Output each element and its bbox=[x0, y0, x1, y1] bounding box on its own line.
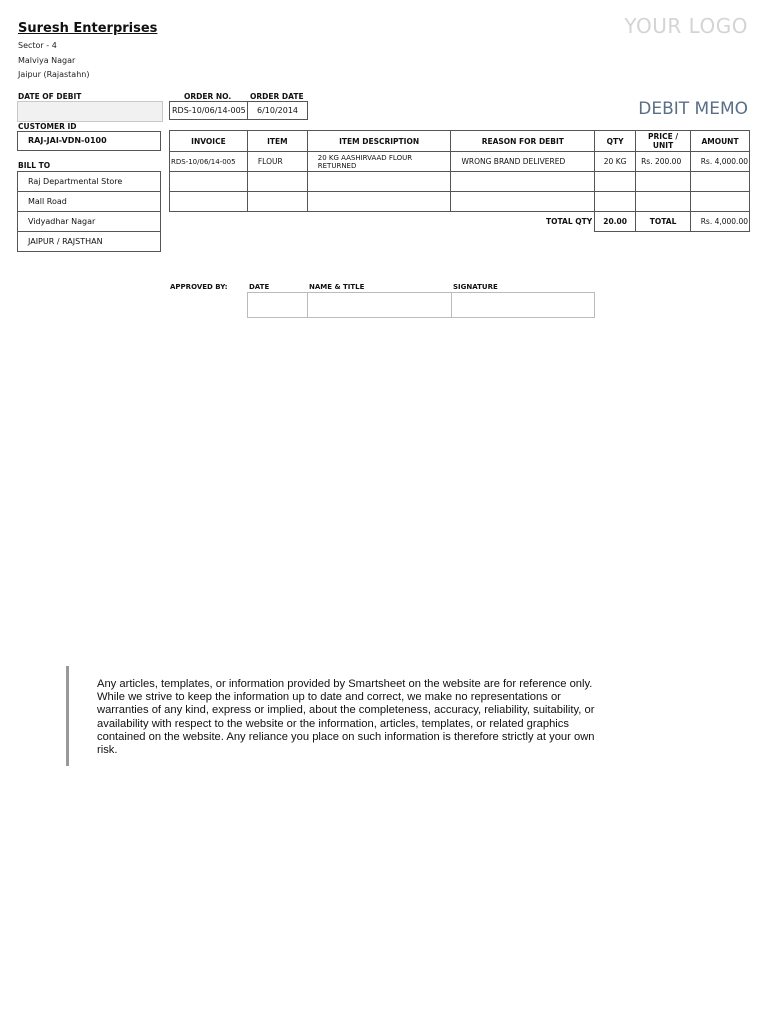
company-name: Suresh Enterprises bbox=[18, 21, 158, 36]
column-header: QTY bbox=[595, 131, 636, 152]
approval-date-field[interactable] bbox=[247, 292, 308, 318]
approval-date-label: DATE bbox=[249, 283, 270, 291]
price-cell[interactable] bbox=[636, 192, 691, 212]
total-amount[interactable]: Rs. 4,000.00 bbox=[691, 212, 750, 232]
column-header: ITEM DESCRIPTION bbox=[307, 131, 451, 152]
signature-field[interactable] bbox=[451, 292, 595, 318]
table-header-row bbox=[170, 131, 750, 152]
amount-cell[interactable] bbox=[691, 172, 750, 192]
column-header: ITEM bbox=[247, 131, 307, 152]
price-cell[interactable] bbox=[636, 172, 691, 192]
approved-by-label: APPROVED BY: bbox=[170, 283, 228, 291]
bill-to-block bbox=[17, 171, 161, 252]
name-title-label: NAME & TITLE bbox=[309, 283, 365, 291]
document-title: DEBIT MEMO bbox=[638, 99, 748, 119]
logo-placeholder: YOUR LOGO bbox=[624, 14, 748, 38]
item-cell[interactable] bbox=[247, 192, 307, 212]
column-header: PRICE / UNIT bbox=[636, 131, 691, 152]
table-row bbox=[170, 152, 750, 172]
signature-label: SIGNATURE bbox=[453, 283, 498, 291]
customer-id-label: CUSTOMER ID bbox=[18, 122, 77, 131]
bill-to-line[interactable]: Raj Departmental Store bbox=[18, 172, 161, 192]
qty-cell[interactable] bbox=[595, 192, 636, 212]
total-qty-label: TOTAL QTY bbox=[545, 217, 593, 227]
column-header: REASON FOR DEBIT bbox=[451, 131, 595, 152]
qty-cell[interactable]: 20 KG bbox=[595, 152, 636, 172]
item-description-cell[interactable] bbox=[307, 172, 451, 192]
item-cell[interactable]: FLOUR bbox=[247, 152, 307, 172]
debit-items-table bbox=[169, 130, 750, 232]
reason-cell[interactable] bbox=[451, 172, 595, 192]
item-description-cell[interactable] bbox=[307, 192, 451, 212]
disclaimer-text: Any articles, templates, or information provided by Smartsheet on the website are for reference only. While we strive to keep the information up to date and correct, we make no representations or warranties of any kind, express or implied, about the completeness, accuracy, reliability, suitability, or availability with respect to the website or the information, articles, templates, or related graphics contained on the website. Any reliance you place on such information is therefore strictly at your own risk. bbox=[66, 666, 611, 766]
qty-cell[interactable] bbox=[595, 172, 636, 192]
column-header: INVOICE bbox=[170, 131, 248, 152]
invoice-cell[interactable] bbox=[170, 192, 248, 212]
total-label: TOTAL bbox=[636, 212, 691, 232]
table-totals-row bbox=[170, 212, 750, 232]
company-address-line: Malviya Nagar bbox=[18, 56, 76, 65]
order-date-label: ORDER DATE bbox=[250, 92, 304, 101]
table-row bbox=[170, 192, 750, 212]
item-description-cell[interactable]: 20 KG AASHIRVAAD FLOUR RETURNED bbox=[307, 152, 451, 172]
order-no-field[interactable]: RDS-10/06/14-005 bbox=[169, 101, 248, 120]
reason-cell[interactable]: WRONG BRAND DELIVERED bbox=[451, 152, 595, 172]
bill-to-label: BILL TO bbox=[18, 161, 51, 170]
invoice-cell[interactable] bbox=[170, 172, 248, 192]
bill-to-line[interactable]: Mall Road bbox=[18, 192, 161, 212]
column-header: AMOUNT bbox=[691, 131, 750, 152]
amount-cell[interactable] bbox=[691, 192, 750, 212]
date-of-debit-field[interactable] bbox=[17, 101, 163, 122]
bill-to-line[interactable]: Vidyadhar Nagar bbox=[18, 212, 161, 232]
order-date-field[interactable]: 6/10/2014 bbox=[247, 101, 308, 120]
bill-to-line[interactable]: JAIPUR / RAJSTHAN bbox=[18, 232, 161, 252]
company-address-line: Sector - 4 bbox=[18, 41, 57, 50]
reason-cell[interactable] bbox=[451, 192, 595, 212]
table-row bbox=[170, 172, 750, 192]
price-cell[interactable]: Rs. 200.00 bbox=[636, 152, 691, 172]
item-cell[interactable] bbox=[247, 172, 307, 192]
total-qty-value[interactable]: 20.00 bbox=[595, 212, 636, 232]
name-title-field[interactable] bbox=[307, 292, 452, 318]
invoice-cell[interactable]: RDS-10/06/14-005 bbox=[170, 152, 248, 172]
company-address-line: Jaipur (Rajastahn) bbox=[18, 70, 90, 79]
amount-cell[interactable]: Rs. 4,000.00 bbox=[691, 152, 750, 172]
date-of-debit-label: DATE OF DEBIT bbox=[18, 92, 82, 101]
order-no-label: ORDER NO. bbox=[184, 92, 232, 101]
customer-id-field[interactable]: RAJ-JAI-VDN-0100 bbox=[17, 131, 161, 151]
